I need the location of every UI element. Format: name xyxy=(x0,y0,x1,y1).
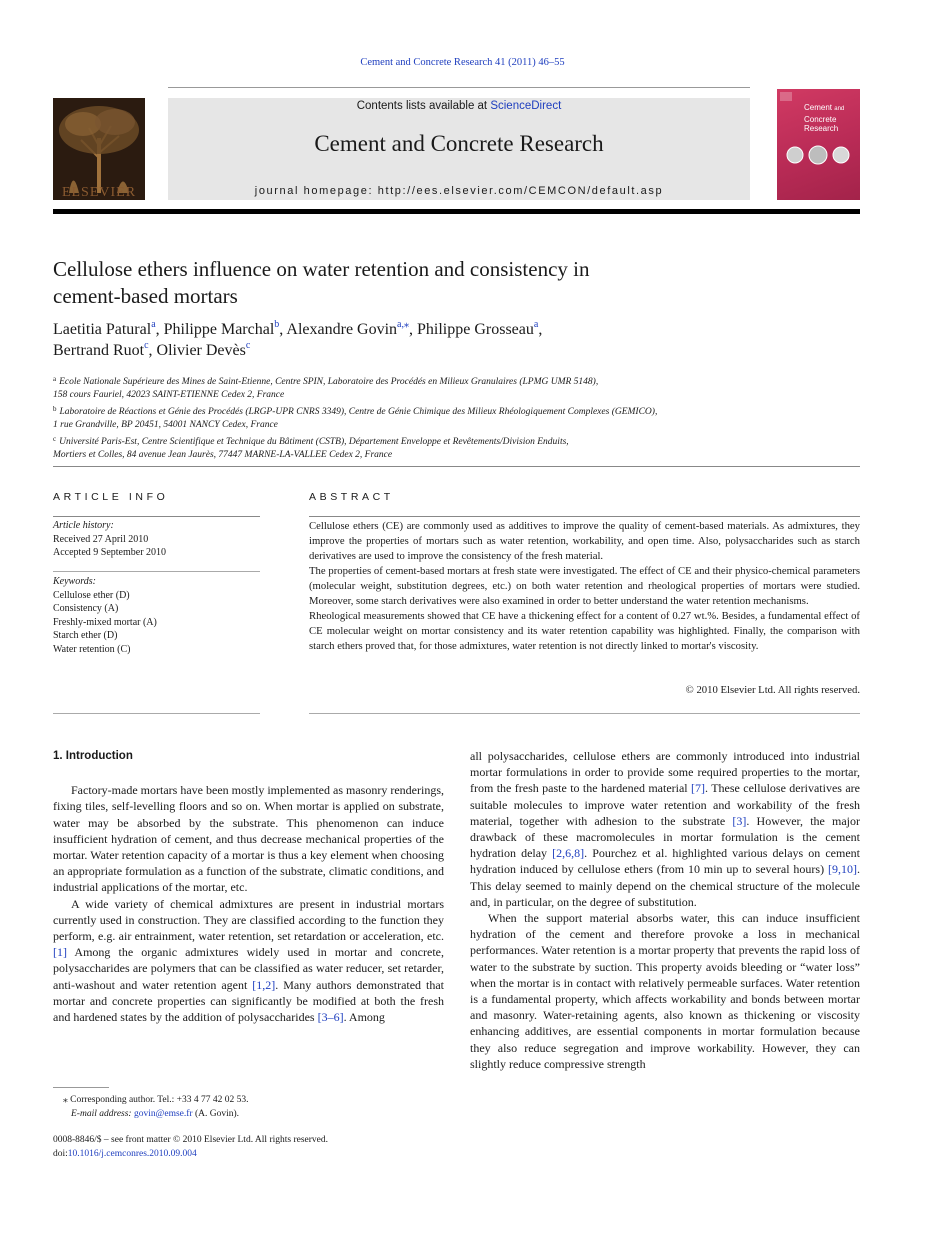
header-thick-rule xyxy=(53,209,860,214)
journal-citation[interactable]: Cement and Concrete Research 41 (2011) 46–55 xyxy=(360,57,565,68)
affiliation-c-address: Mortiers et Colles, 84 avenue Jean Jaurès, 77447 MARNE-LA-VALLEE Cedex 2, France xyxy=(53,450,393,461)
article-title-line-1: Cellulose ethers influence on water retention and consistency in xyxy=(53,257,590,281)
author-affiliation-mark[interactable]: a,⁎ xyxy=(397,319,409,330)
contents-prefix: Contents lists available at xyxy=(356,100,491,112)
abstract-heading: ABSTRACT xyxy=(309,491,394,503)
keywords xyxy=(53,575,263,656)
cover-title-line-1: Cement and xyxy=(804,103,845,112)
copyright: © 2010 Elsevier Ltd. All rights reserved. xyxy=(685,684,860,696)
reference-link[interactable]: [1] xyxy=(53,945,67,960)
reference-link[interactable]: [1,2] xyxy=(252,977,276,992)
contents-line xyxy=(168,100,750,112)
journal-homepage[interactable]: journal homepage: http://ees.elsevier.com/CEMCON/default.asp xyxy=(254,185,664,197)
keyword: Consistency (A) xyxy=(53,603,119,614)
affiliations xyxy=(53,373,853,462)
author-affiliation-mark[interactable]: b xyxy=(274,319,280,330)
email-line: E-mail address: govin@emse.fr (A. Govin). xyxy=(71,1108,240,1119)
keyword: Cellulose ether (D) xyxy=(53,589,130,601)
affiliation-b-address: 1 rue Grandville, BP 20451, 54001 NANCY Cedex, France xyxy=(53,420,278,431)
header-rule xyxy=(168,87,750,88)
abstract-paragraph: Rheological measurements showed that CE have a thickening effect for a content of 0.27 wt.%. Besides, a fundamental effect of CE molecular weight on mortar consistency and its water retention capability was highlighted. Finally, the comparison with starch ethers proved that, for those admixtures, water retention is not directly linked to mortar's viscosity. xyxy=(309,610,860,652)
issn-line: 0008-8846/$ – see front matter © 2010 Elsevier Ltd. All rights reserved. xyxy=(53,1135,329,1145)
article-history xyxy=(53,519,263,560)
corresponding-footnote xyxy=(53,1094,444,1121)
article-title-line-2: cement-based mortars xyxy=(53,284,238,308)
article-info-heading: ARTICLE INFO xyxy=(53,491,169,503)
affiliation-a-address: 158 cours Fauriel, 42023 SAINT-ETIENNE Cedex 2, France xyxy=(53,390,285,401)
body-column-left xyxy=(53,748,444,1025)
reference-link[interactable]: [3] xyxy=(732,813,747,828)
journal-title: Cement and Concrete Research xyxy=(314,131,604,156)
info-rule xyxy=(53,571,260,572)
cover-title xyxy=(804,103,858,134)
doi-link[interactable]: 10.1016/j.cemconres.2010.09.004 xyxy=(67,1148,197,1159)
author-list xyxy=(53,320,853,361)
affiliation-a: $^a$ Ecole Nationale Supérieure des Mines de Saint-Etienne, Centre SPIN, Laboratoire des Procédés en Milieux Granulaires (LPMG UMR 5148), xyxy=(53,375,599,387)
section-rule xyxy=(53,466,860,467)
front-matter xyxy=(53,1134,553,1161)
author-name: Philippe Grosseau xyxy=(417,321,534,338)
author-name: Olivier Devès xyxy=(156,341,246,359)
section-heading: 1. Introduction xyxy=(53,750,133,762)
body-paragraph: Factory-made mortars have been mostly implemented as masonry renderings, fixing tiles, self-levelling floors and so on. When mortar is applied on substrate, water may be absorbed by the substrate. This phenomenon can induce insufficient hydration of cement, and thus decrease mechanical properties of the mortar. Water retention capacity of a mortar is thus a key element when choosing an appropriate formulation as a function of the substrate, climatic conditions, and industrial applications of the mortar, etc. xyxy=(53,783,444,895)
body-paragraph: A wide variety of chemical admixtures are present in industrial mortars currently used in construction. They are classified according to the function they perform, e.g. air entrainment, water retention, set retardation or acceleration, etc. [1] Among the organic admixtures widely used in mortar and concrete, polysaccharides are polymers that can be classified as water reducer, set retarder, anti-washout and water retention agent [1,2]. Many authors demonstrated that mortar and concrete properties can significantly be modified at both the fresh and hardened states by the addition of polysaccharides [3–6]. Among xyxy=(53,896,444,1025)
abstract-paragraph: Cellulose ethers (CE) are commonly used as additives to improve the quality of cement-based materials. As admixtures, they improve the properties of mortars such as water retention, workability, and open time. Also, polysaccharides such as starch derivatives are used to improve the consistency of the fresh material. xyxy=(309,520,860,562)
email-link[interactable]: govin@emse.fr xyxy=(133,1108,193,1119)
received-date: Received 27 April 2010 xyxy=(53,533,149,545)
accepted-date: Accepted 9 September 2010 xyxy=(53,547,167,558)
keyword: Starch ether (D) xyxy=(53,630,118,641)
history-label: Article history: xyxy=(53,520,114,531)
info-rule xyxy=(53,516,260,517)
abstract-paragraph: The properties of cement-based mortars at fresh state were investigated. The effect of CE and their physico-chemical parameters (molecular weight, substitution degrees, etc.) on both water retention and rheological properties of mortars were studied. Moreover, some starch derivatives were also examined in order to better understand the water retention mechanisms. xyxy=(309,565,860,607)
abstract-text xyxy=(309,519,860,654)
author-affiliation-mark[interactable]: a xyxy=(533,319,539,330)
author-line-2: Bertrand Ruot$^c$, Olivier Devès$^c$ xyxy=(53,339,251,359)
author-line-1: Laetitia Patural$^a$, Philippe Marchal$^b$, Alexandre Govin$^{a,⁎}$, Philippe Grosseau$^a$, xyxy=(53,319,543,338)
reference-link[interactable]: [9,10] xyxy=(828,862,857,877)
cover-title-line-3: Research xyxy=(804,124,839,133)
body-paragraph: When the support material absorbs water, this can induce insufficient hydration of the cement and therefore provoke a loss in mechanical performances. Water retention is a mortar property that prevents the rapid loss of water to the substrate by suction. This property avoids bleeding or “water loss” when the mortar is in contact with relatively permeable surfaces. Water retention is a fundamental property, which affects workability and bonds between mortar and masonry. Water-retaining agents, also known as thickening or viscosity enhancing additives, are essential components in mortar formulation because they also reduce segregation and improve workability. However, they can slightly reduce compressive strength xyxy=(470,911,860,1071)
reference-link[interactable]: [7] xyxy=(691,781,706,796)
author-affiliation-mark[interactable]: c xyxy=(144,339,149,351)
affiliation-c: $^c$ Université Paris-Est, Centre Scientifique et Technique du Bâtiment (CSTB), Département Enveloppe et Revêtements/Division Enduits, xyxy=(53,434,569,447)
body-column-right xyxy=(470,748,860,1072)
author-affiliation-mark[interactable]: c xyxy=(245,339,251,351)
author-name: Philippe Marchal xyxy=(163,321,275,338)
keyword: Water retention (C) xyxy=(53,643,131,655)
sciencedirect-link[interactable]: ScienceDirect xyxy=(490,100,562,112)
footnote-rule xyxy=(53,1087,109,1088)
author-name: Laetitia Patural xyxy=(53,321,152,338)
reference-link[interactable]: [2,6,8] xyxy=(552,846,585,861)
doi-line: doi:10.1016/j.cemconres.2010.09.004 xyxy=(53,1148,197,1159)
affiliation-b: $^b$ Laboratoire de Réactions et Génie des Procédés (LRGP-UPR CNRS 3349), Centre de Génie Chimique des Milieux Rhéologiquement Complexes (GEMICO), xyxy=(53,404,658,417)
elsevier-wordmark: ELSEVIER xyxy=(61,185,137,200)
corresponding-author: ⁎ Corresponding author. Tel.: +33 4 77 42 02 53. xyxy=(63,1095,249,1105)
abstract-rule xyxy=(309,516,860,517)
author-name: Bertrand Ruot xyxy=(53,341,145,359)
author-affiliation-mark[interactable]: a xyxy=(151,319,156,330)
reference-link[interactable]: [3–6] xyxy=(317,1010,344,1025)
abstract-rule xyxy=(309,713,860,714)
body-paragraph: all polysaccharides, cellulose ethers are commonly introduced into industrial mortar formulations in order to provide some required properties to the mortar, from the fresh paste to the hardened material [7]. These cellulose derivatives are suitable molecules to improve water retention and workability of the fresh material, together with adhesion to the substrate [3]. However, the major drawback of these macromolecules in mortar formulation is the cement hydration delay [2,6,8]. Pourchez et al. highlighted various delays on cement hydration induced by cellulose ethers (from 10 min up to several hours) [9,10]. This delay seemed to mainly depend on the chemical structure of the molecule and, in particular, on the degree of substitution. xyxy=(470,749,861,909)
cover-title-line-2: Concrete xyxy=(804,114,837,124)
keyword: Freshly-mixed mortar (A) xyxy=(53,616,157,628)
author-name: Alexandre Govin xyxy=(286,321,398,338)
article-title xyxy=(53,256,793,310)
info-rule xyxy=(53,713,260,714)
keywords-label: Keywords: xyxy=(53,576,96,587)
